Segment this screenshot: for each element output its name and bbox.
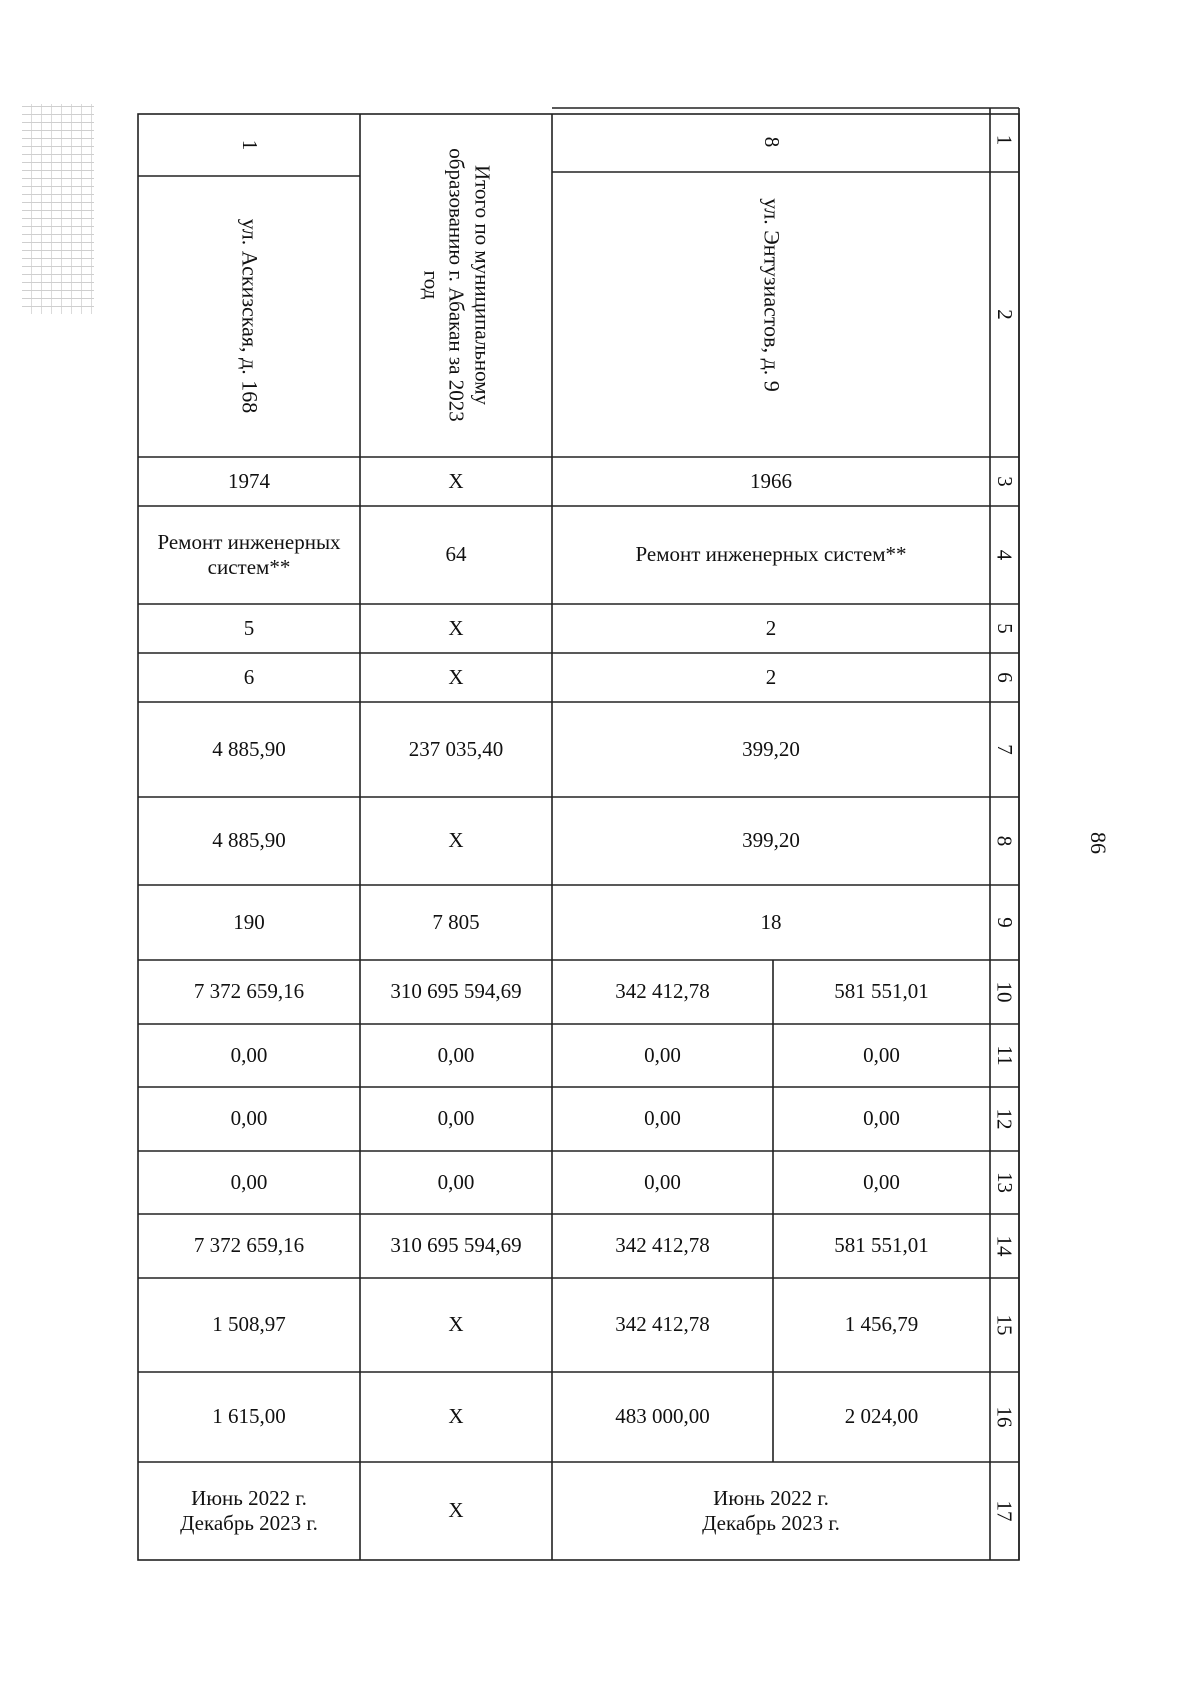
left-c8: 4 885,90 <box>212 828 286 853</box>
total-c16: X <box>448 1404 464 1429</box>
right-c8: 399,20 <box>742 828 800 853</box>
right-c15-b: 1 456,79 <box>844 1312 919 1337</box>
column-number: 2 <box>993 309 1017 320</box>
right-c17 <box>552 1462 990 1560</box>
total-c4: 64 <box>445 542 467 567</box>
page-number: 86 <box>1086 832 1111 854</box>
total-label-line-1: Итого по муниципальному <box>470 164 495 406</box>
left-c13: 0,00 <box>230 1169 268 1194</box>
right-c5: 2 <box>765 615 777 640</box>
entry-number-right: 8 <box>759 136 784 148</box>
left-c15: 1 508,97 <box>212 1312 286 1337</box>
address-right: ул. Энтузиастов, д. 9 <box>759 198 785 392</box>
work-type-right: Ремонт инженерных систем** <box>635 542 907 567</box>
left-c17-line-2: Декабрь 2023 г. <box>180 1511 318 1535</box>
column-number: 7 <box>993 744 1017 755</box>
right-c13-b: 0,00 <box>863 1169 900 1194</box>
right-c10-b: 581 551,01 <box>834 979 929 1004</box>
total-c9: 7 805 <box>432 909 480 934</box>
left-c14: 7 372 659,16 <box>193 1233 305 1258</box>
right-c12-b: 0,00 <box>863 1106 900 1131</box>
work-type-left <box>138 506 360 604</box>
right-c7: 399,20 <box>742 736 800 761</box>
total-c10: 310 695 594,69 <box>390 979 522 1004</box>
right-c16-b: 2 024,00 <box>844 1404 919 1429</box>
total-c13: 0,00 <box>437 1169 475 1194</box>
column-number: 17 <box>993 1500 1017 1522</box>
column-number: 11 <box>993 1045 1017 1066</box>
left-c7: 4 885,90 <box>212 736 286 761</box>
work-type-left-line-1: Ремонт инженерных <box>157 529 341 554</box>
total-c8: X <box>448 828 464 853</box>
entry-number-left: 1 <box>237 139 262 151</box>
right-c17-line-1: Июнь 2022 г. <box>713 1485 829 1510</box>
left-c17-line-1: Июнь 2022 г. <box>191 1485 307 1510</box>
right-c11-b: 0,00 <box>863 1042 900 1067</box>
column-number: 15 <box>993 1314 1017 1336</box>
column-number: 3 <box>993 476 1017 487</box>
total-c7: 237 035,40 <box>408 736 504 761</box>
work-type-left-line-2: систем** <box>207 555 291 579</box>
total-c3: X <box>448 468 464 493</box>
left-c9: 190 <box>233 909 265 934</box>
left-c5: 5 <box>243 615 255 640</box>
right-c11-a: 0,00 <box>644 1042 681 1067</box>
left-c17 <box>138 1462 360 1560</box>
column-number: 14 <box>993 1235 1017 1257</box>
right-c6: 2 <box>765 664 777 689</box>
total-c5: X <box>448 615 464 640</box>
right-c16-a: 483 000,00 <box>615 1404 710 1429</box>
left-c11: 0,00 <box>230 1042 268 1067</box>
column-number: 6 <box>993 672 1017 683</box>
right-c10-a: 342 412,78 <box>615 979 710 1004</box>
total-c6: X <box>448 664 464 689</box>
total-c12: 0,00 <box>437 1106 475 1131</box>
right-c9: 18 <box>760 909 782 934</box>
left-c16: 1 615,00 <box>212 1404 286 1429</box>
year-right: 1966 <box>750 468 792 493</box>
column-number: 9 <box>993 917 1017 928</box>
total-c11: 0,00 <box>437 1042 475 1067</box>
left-c12: 0,00 <box>230 1106 268 1131</box>
total-c14: 310 695 594,69 <box>390 1233 522 1258</box>
column-number: 5 <box>993 623 1017 634</box>
address-left: ул. Аскизская, д. 168 <box>237 218 263 414</box>
column-number: 10 <box>993 981 1017 1003</box>
right-c17-line-2: Декабрь 2023 г. <box>702 1511 840 1535</box>
total-label-line-2: образованию г. Абакан за 2023 <box>444 148 469 422</box>
left-c6: 6 <box>243 664 255 689</box>
column-number: 4 <box>993 549 1017 561</box>
column-number: 12 <box>993 1108 1017 1130</box>
right-c15-a: 342 412,78 <box>615 1312 710 1337</box>
column-number: 16 <box>993 1406 1017 1428</box>
total-c15: X <box>448 1312 464 1337</box>
left-c10: 7 372 659,16 <box>193 979 305 1004</box>
right-c14-a: 342 412,78 <box>615 1233 710 1258</box>
column-number: 13 <box>993 1172 1017 1193</box>
total-label <box>418 148 495 421</box>
total-c17: X <box>448 1498 464 1523</box>
total-label-line-3: год <box>419 270 444 300</box>
column-number: 1 <box>993 134 1017 146</box>
right-c12-a: 0,00 <box>644 1106 681 1131</box>
right-c14-b: 581 551,01 <box>834 1233 929 1258</box>
right-c13-a: 0,00 <box>644 1169 681 1194</box>
column-number: 8 <box>993 835 1017 847</box>
year-left: 1974 <box>228 468 270 493</box>
